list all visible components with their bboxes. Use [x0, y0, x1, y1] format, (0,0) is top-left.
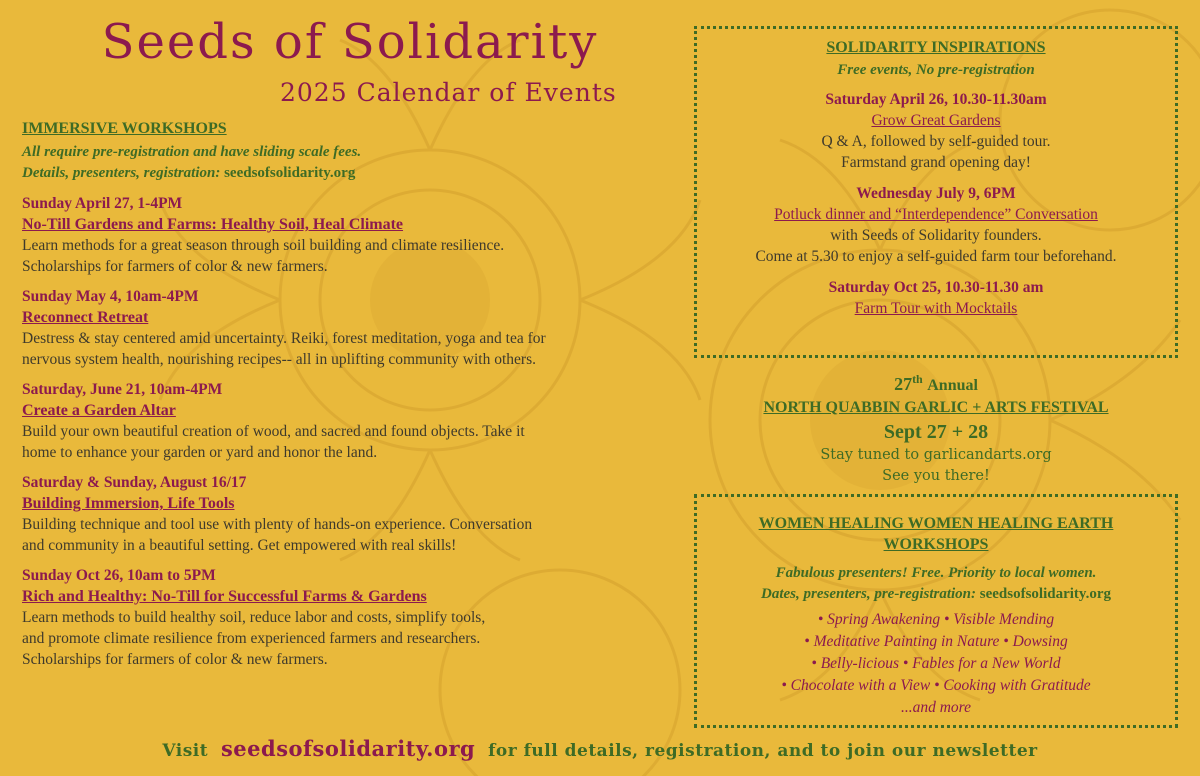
footer-rest: for full details, registration, and to join our newsletter: [488, 741, 1038, 761]
festival-see-you: See you there!: [882, 468, 990, 484]
list-item: • Spring Awakening • Visible Mending: [817, 611, 1055, 628]
event-desc-line: and community in a beautiful setting. Get empowered with real skills!: [22, 537, 457, 554]
inspiration-date: Saturday April 26, 10.30-11.30am: [825, 91, 1047, 108]
women-sub-2: [697, 584, 1175, 605]
event-desc-line: Destress & stay centered amid uncertainty. Reiki, forest meditation, yoga and tea for: [22, 330, 546, 347]
inspiration-title-link[interactable]: Grow Great Gardens: [871, 112, 1001, 129]
event-title-link[interactable]: Building Immersion, Life Tools: [22, 495, 235, 512]
list-item: • Meditative Painting in Nature • Dowsing: [804, 633, 1068, 650]
inspiration-title-link[interactable]: Potluck dinner and “Interdependence” Conversation: [774, 206, 1098, 223]
women-heading-2: WORKSHOPS: [883, 536, 989, 553]
event-title-link[interactable]: Reconnect Retreat: [22, 309, 149, 326]
event-item: [22, 287, 682, 370]
footer-visit: Visit: [162, 741, 209, 761]
event-item: [22, 473, 682, 556]
festival-title[interactable]: NORTH QUABBIN GARLIC + ARTS FESTIVAL: [763, 399, 1109, 416]
women-sub-1: Fabulous presenters! Free. Priority to local women.: [775, 565, 1097, 581]
immersive-intro-1: All require pre-registration and have sliding scale fees.: [22, 144, 362, 160]
inspiration-text: with Seeds of Solidarity founders.: [830, 227, 1042, 244]
event-desc-line: Scholarships for farmers of color & new farmers.: [22, 651, 328, 668]
event-date: Saturday & Sunday, August 16/17: [22, 474, 247, 491]
event-date: Saturday, June 21, 10am-4PM: [22, 381, 223, 398]
immersive-workshops-section: [22, 120, 682, 670]
festival-number: 27: [894, 374, 913, 394]
event-desc-line: and promote climate resilience from experienced farmers and researchers.: [22, 630, 481, 647]
inspiration-date: Saturday Oct 25, 10.30-11.30 am: [828, 279, 1044, 296]
event-title-link[interactable]: Create a Garden Altar: [22, 402, 176, 419]
inspiration-text: Q & A, followed by self-guided tour.: [821, 133, 1051, 150]
immersive-intro-2: [22, 163, 682, 184]
women-sub-2-text: Dates, presenters, pre-registration:: [761, 586, 976, 602]
inspiration-date: Wednesday July 9, 6PM: [856, 185, 1016, 202]
women-heading-1: WOMEN HEALING WOMEN HEALING EARTH: [758, 515, 1114, 532]
inspirations-subheading: Free events, No pre-registration: [837, 62, 1035, 78]
festival-annual-label: Annual: [927, 377, 978, 394]
festival-ordinal: th: [912, 372, 923, 386]
event-desc-line: home to enhance your garden or yard and honor the land.: [22, 444, 378, 461]
immersive-intro-url[interactable]: seedsofsolidarity.org: [224, 165, 356, 181]
event-desc-line: Scholarships for farmers of color & new farmers.: [22, 258, 328, 275]
event-desc-line: Learn methods for a great season through soil building and climate resilience.: [22, 237, 505, 254]
list-item: • Belly-licious • Fables for a New World: [811, 655, 1061, 672]
women-healing-box: [694, 494, 1178, 728]
garlic-festival-section: [694, 368, 1178, 487]
event-date: Sunday May 4, 10am-4PM: [22, 288, 199, 305]
festival-stay-tuned: Stay tuned to garlicandarts.org: [820, 447, 1052, 463]
event-title-link[interactable]: Rich and Healthy: No-Till for Successful Farms & Gardens: [22, 588, 427, 605]
event-item: [22, 380, 682, 463]
solidarity-inspirations-box: [694, 26, 1178, 358]
event-date: Sunday Oct 26, 10am to 5PM: [22, 567, 216, 584]
event-desc-line: Learn methods to build healthy soil, reduce labor and costs, simplify tools,: [22, 609, 486, 626]
event-desc-line: nervous system health, nourishing recipes-- all in uplifting community with others.: [22, 351, 536, 368]
event-date: Sunday April 27, 1-4PM: [22, 195, 183, 212]
footer: [0, 736, 1200, 761]
festival-dates: Sept 27 + 28: [883, 421, 989, 443]
inspiration-title-link[interactable]: Farm Tour with Mocktails: [854, 300, 1018, 317]
event-desc-line: Building technique and tool use with plenty of hands-on experience. Conversation: [22, 516, 533, 533]
inspirations-heading: SOLIDARITY INSPIRATIONS: [826, 39, 1046, 56]
immersive-heading: IMMERSIVE WORKSHOPS: [22, 120, 227, 137]
event-item: [22, 566, 682, 670]
women-url[interactable]: seedsofsolidarity.org: [979, 586, 1111, 602]
immersive-intro-text: Details, presenters, registration:: [22, 165, 221, 181]
page-title: Seeds of Solidarity: [101, 14, 599, 70]
inspiration-text: Farmstand grand opening day!: [841, 154, 1031, 171]
women-workshop-list: [697, 609, 1175, 719]
list-item: • Chocolate with a View • Cooking with Gratitude: [781, 677, 1091, 694]
inspiration-text: Come at 5.30 to enjoy a self-guided farm tour beforehand.: [755, 248, 1117, 265]
festival-annual: [694, 368, 1178, 397]
list-item: ...and more: [900, 699, 972, 716]
event-title-link[interactable]: No-Till Gardens and Farms: Healthy Soil, Heal Climate: [22, 216, 404, 233]
event-desc-line: Build your own beautiful creation of wood, and sacred and found objects. Take it: [22, 423, 525, 440]
page-subtitle: 2025 Calendar of Events: [280, 78, 617, 107]
event-item: [22, 194, 682, 277]
footer-url-link[interactable]: seedsofsolidarity.org: [220, 736, 476, 761]
